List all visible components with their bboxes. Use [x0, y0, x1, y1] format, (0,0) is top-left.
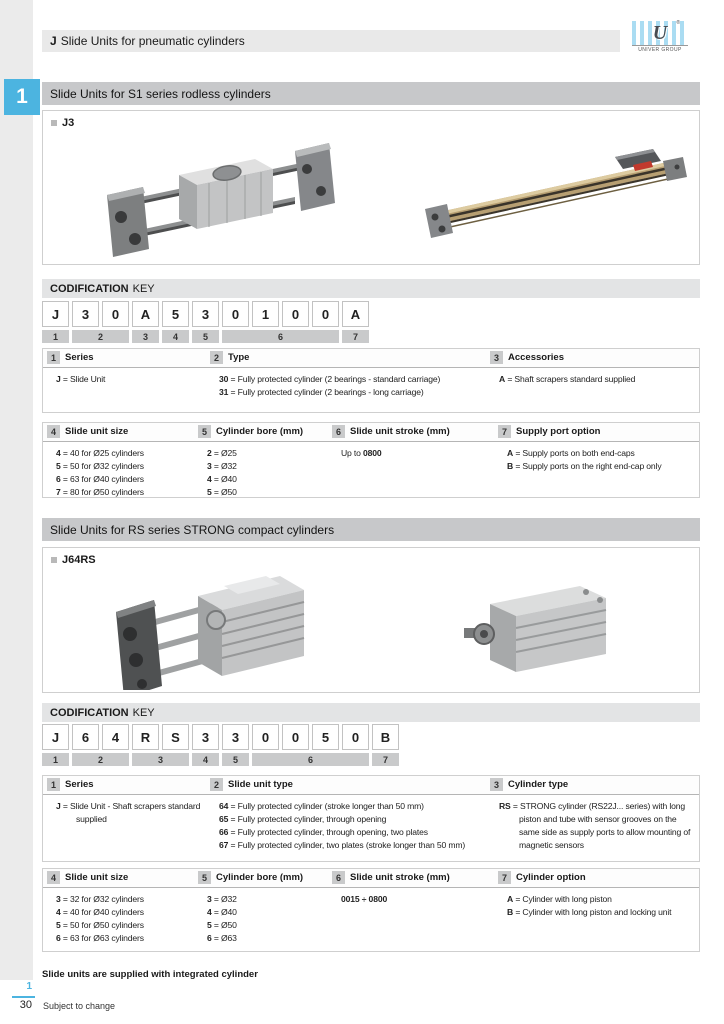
column-number-badge: 2 — [210, 778, 223, 791]
column-items — [206, 795, 486, 856]
group-label: 4 — [192, 753, 219, 766]
code-definition: J = Slide Unit - Shaft scrapers standard supplied — [56, 801, 201, 824]
code-box: A — [342, 301, 369, 327]
code-definition: B = Cylinder with long piston and locking unit — [507, 907, 672, 917]
code-definition: 67 = Fully protected cylinder, two plates (stroke longer than 50 mm) — [219, 840, 466, 850]
section-header-s1: Slide Units for S1 series rodless cylinders — [42, 82, 700, 105]
code-box: 0 — [252, 724, 279, 750]
column-title: Slide unit size — [65, 426, 129, 437]
code-box: 0 — [342, 724, 369, 750]
logo-caption: UNIVER GROUP — [632, 45, 688, 53]
code-box: R — [132, 724, 159, 750]
codification-boxes-1 — [42, 301, 369, 327]
column-title: Supply port option — [516, 426, 601, 437]
definition-table-1 — [42, 348, 700, 413]
square-bullet-icon — [51, 557, 57, 563]
product-box-j3 — [42, 110, 700, 265]
group-label: 3 — [132, 753, 189, 766]
product-box-j64rs — [42, 547, 700, 693]
code-box: 3 — [192, 724, 219, 750]
code-definition: B = Supply ports on the right end-cap only — [507, 461, 662, 471]
square-bullet-icon — [51, 120, 57, 126]
logo-monogram: U — [652, 22, 668, 44]
column-number-badge: 5 — [198, 425, 211, 438]
compact-slide-unit-photo — [98, 568, 348, 690]
group-label: 5 — [222, 753, 249, 766]
code-definition: 3 = 32 for Ø32 cylinders — [56, 894, 144, 904]
code-box: J — [42, 301, 69, 327]
column-items — [43, 368, 206, 403]
code-definition: 4 = 40 for Ø40 cylinders — [56, 907, 144, 917]
footer-page-number: 30 — [19, 999, 32, 1011]
code-definition: A = Shaft scrapers standard supplied — [499, 374, 636, 384]
column-title: Cylinder bore (mm) — [216, 872, 304, 883]
column-number-badge: 7 — [498, 871, 511, 884]
codification-key-header-2 — [42, 703, 700, 722]
page-title-prefix: J — [50, 34, 57, 48]
code-definition: 5 = 50 for Ø32 cylinders — [56, 461, 144, 471]
column-title: Slide unit stroke (mm) — [350, 426, 450, 437]
group-label: 3 — [132, 330, 159, 343]
code-box: 4 — [102, 724, 129, 750]
section-header-s2: Slide Units for RS series STRONG compact cylinders — [42, 518, 700, 541]
column-title: Slide unit size — [65, 872, 129, 883]
code-definition: J = Slide Unit — [56, 374, 106, 384]
column-items — [43, 795, 206, 856]
column-number-badge: 1 — [47, 351, 60, 364]
column-header — [43, 351, 206, 364]
codification-group-labels-2 — [42, 753, 399, 766]
footer-rule — [12, 996, 35, 998]
code-box: 3 — [192, 301, 219, 327]
codification-rest: KEY — [132, 706, 155, 719]
code-box: 0 — [222, 301, 249, 327]
column-items — [486, 795, 699, 856]
group-label: 7 — [372, 753, 399, 766]
column-items — [194, 888, 328, 949]
code-box: A — [132, 301, 159, 327]
column-title: Series — [65, 352, 94, 363]
integrated-cylinder-note: Slide units are supplied with integrated cylinder — [42, 969, 258, 980]
group-label: 6 — [222, 330, 339, 343]
code-definition: 4 = 40 for Ø25 cylinders — [56, 448, 144, 458]
column-header — [194, 425, 328, 438]
column-items — [486, 368, 699, 403]
code-box: S — [162, 724, 189, 750]
column-header — [194, 871, 328, 884]
product-name: J64RS — [62, 554, 96, 566]
group-label: 4 — [162, 330, 189, 343]
registered-mark: ® — [676, 20, 680, 26]
group-label: 7 — [342, 330, 369, 343]
column-header — [328, 425, 494, 438]
code-box: 3 — [72, 301, 99, 327]
column-items — [206, 368, 486, 403]
product-name: J3 — [62, 117, 75, 129]
column-header — [43, 871, 194, 884]
column-header — [328, 871, 494, 884]
univer-logo-mark-icon — [632, 21, 688, 45]
code-box: 3 — [222, 724, 249, 750]
left-margin-strip — [0, 0, 33, 980]
stroke-value: Up to 0800 — [341, 448, 382, 458]
column-items — [43, 888, 194, 949]
subject-to-change-note: Subject to change — [43, 1001, 116, 1011]
code-box: 5 — [312, 724, 339, 750]
column-title: Cylinder option — [516, 872, 586, 883]
code-definition: 4 = Ø40 — [207, 474, 237, 484]
code-definition: 7 = 80 for Ø50 cylinders — [56, 487, 144, 497]
codification-bold: CODIFICATION — [50, 706, 129, 719]
code-box: 6 — [72, 724, 99, 750]
rodless-cylinder-photo — [415, 139, 695, 244]
code-definition: 6 = 63 for Ø40 cylinders — [56, 474, 144, 484]
footer-chapter-number: 1 — [26, 981, 32, 992]
column-number-badge: 3 — [490, 351, 503, 364]
column-header — [206, 778, 486, 791]
page-title — [42, 30, 700, 52]
codification-boxes-2 — [42, 724, 399, 750]
code-definition: 64 = Fully protected cylinder (stroke longer than 50 mm) — [219, 801, 424, 811]
code-box: 0 — [282, 301, 309, 327]
definition-table-3 — [42, 775, 700, 862]
code-definition: 2 = Ø25 — [207, 448, 237, 458]
group-label: 2 — [72, 753, 129, 766]
univer-logo — [620, 21, 700, 58]
group-label: 1 — [42, 753, 69, 766]
code-definition: 6 = Ø63 — [207, 933, 237, 943]
code-box: 0 — [312, 301, 339, 327]
column-title: Accessories — [508, 352, 564, 363]
column-number-badge: 1 — [47, 778, 60, 791]
code-box: B — [372, 724, 399, 750]
code-definition: 4 = Ø40 — [207, 907, 237, 917]
code-definition: 31 = Fully protected cylinder (2 bearings - long carriage) — [219, 387, 424, 397]
code-box: J — [42, 724, 69, 750]
column-title: Cylinder type — [508, 779, 569, 790]
code-definition: 3 = Ø32 — [207, 894, 237, 904]
code-definition: 65 = Fully protected cylinder, through opening — [219, 814, 387, 824]
column-header — [494, 425, 699, 438]
group-label: 6 — [252, 753, 369, 766]
codification-group-labels-1 — [42, 330, 369, 343]
code-definition: A = Supply ports on both end-caps — [507, 448, 635, 458]
column-items — [494, 888, 699, 949]
column-title: Slide unit type — [228, 779, 293, 790]
column-items — [194, 442, 328, 503]
column-title: Slide unit stroke (mm) — [350, 872, 450, 883]
column-header — [43, 778, 206, 791]
codification-rest: KEY — [132, 282, 155, 295]
column-items — [494, 442, 699, 503]
column-number-badge: 2 — [210, 351, 223, 364]
column-header — [486, 351, 699, 364]
code-definition: 5 = 50 for Ø50 cylinders — [56, 920, 144, 930]
code-definition: RS = STRONG cylinder (RS22J... series) with long piston and tube with sensor grooves on the same side as supply ports to allow mounting of magnetic sensors — [499, 801, 691, 850]
column-title: Series — [65, 779, 94, 790]
column-header — [43, 425, 194, 438]
product-label — [51, 554, 96, 566]
page-title-text: Slide Units for pneumatic cylinders — [60, 34, 245, 48]
column-number-badge: 4 — [47, 425, 60, 438]
code-definition: 66 = Fully protected cylinder, through opening, two plates — [219, 827, 428, 837]
column-header — [486, 778, 699, 791]
code-definition: 5 = Ø50 — [207, 487, 237, 497]
group-label: 1 — [42, 330, 69, 343]
column-number-badge: 3 — [490, 778, 503, 791]
slide-unit-photo — [91, 133, 361, 258]
code-box: 0 — [282, 724, 309, 750]
group-label: 2 — [72, 330, 129, 343]
codification-bold: CODIFICATION — [50, 282, 129, 295]
column-header — [494, 871, 699, 884]
column-items — [43, 442, 194, 503]
code-box: 0 — [102, 301, 129, 327]
product-label — [51, 117, 74, 129]
code-definition: A = Cylinder with long piston — [507, 894, 612, 904]
stroke-value: 0015 ÷ 0800 — [341, 894, 388, 904]
group-label: 5 — [192, 330, 219, 343]
codification-key-header-1 — [42, 279, 700, 298]
code-definition: 30 = Fully protected cylinder (2 bearings - standard carriage) — [219, 374, 441, 384]
compact-cylinder-photo — [428, 578, 648, 678]
code-definition: 3 = Ø32 — [207, 461, 237, 471]
definition-table-4 — [42, 868, 700, 952]
column-header — [206, 351, 486, 364]
column-title: Cylinder bore (mm) — [216, 426, 304, 437]
column-number-badge: 6 — [332, 425, 345, 438]
code-definition: 5 = Ø50 — [207, 920, 237, 930]
code-box: 5 — [162, 301, 189, 327]
column-number-badge: 6 — [332, 871, 345, 884]
code-definition: 6 = 63 for Ø63 cylinders — [56, 933, 144, 943]
column-number-badge: 7 — [498, 425, 511, 438]
chapter-tab: 1 — [4, 79, 40, 115]
code-box: 1 — [252, 301, 279, 327]
column-number-badge: 4 — [47, 871, 60, 884]
column-number-badge: 5 — [198, 871, 211, 884]
definition-table-2 — [42, 422, 700, 498]
column-title: Type — [228, 352, 250, 363]
